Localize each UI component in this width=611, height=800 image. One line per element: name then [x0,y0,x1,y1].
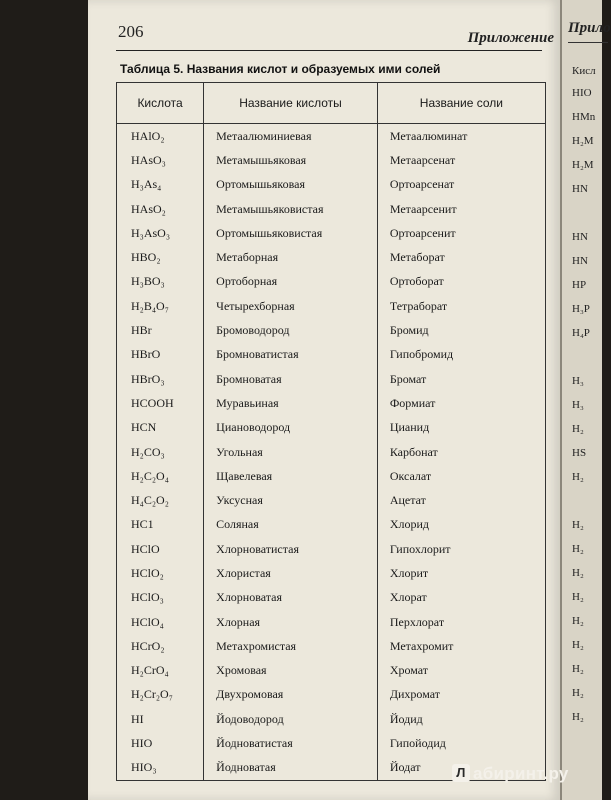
table-row [117,488,546,512]
table-body [117,124,546,781]
adjacent-formula-fragment: HN [572,231,588,243]
table-row [117,124,546,149]
acid-formula: HAsO₃ [117,148,204,172]
acid-formula: HBrO₃ [117,367,204,391]
acid-name: Ортоборная [204,270,378,294]
table-title: Таблица 5. Названия кислот и образуемых ими солей [120,62,441,76]
header-acid: Кислота [117,83,204,124]
adjacent-formula-fragment: H₂ [572,711,584,723]
acid-formula: HClO₃ [117,586,204,610]
table-row [117,464,546,488]
watermark-text: абиринт.ру [473,764,569,783]
adjacent-formula-list [572,82,596,730]
salt-name: Ортоборат [377,270,545,294]
table-row [117,731,546,755]
table-row [117,343,546,367]
salt-name: Ацетат [377,488,545,512]
adjacent-formula-fragment: H₃P [572,303,590,315]
acid-name: Метаборная [204,245,378,269]
acid-name: Метаалюминиевая [204,124,378,149]
adjacent-column-fragment [572,60,596,730]
adjacent-formula-fragment: H₄P [572,327,590,339]
salt-name: Хромат [377,659,545,683]
adjacent-formula-fragment: H₂ [572,471,584,483]
adjacent-header-fragment: Кисл [572,65,596,77]
salt-name: Бромат [377,367,545,391]
table-row [117,270,546,294]
header-salt-name: Название соли [377,83,545,124]
salt-name: Карбонат [377,440,545,464]
acid-name: Метамышьяковистая [204,197,378,221]
adjacent-formula-fragment: H₂ [572,591,584,603]
acid-formula: H₃BO₃ [117,270,204,294]
salt-name: Перхлорат [377,610,545,634]
header-rule [116,50,542,51]
adjacent-formula-fragment [572,346,596,370]
acid-formula: HC1 [117,513,204,537]
salt-name: Гипойодид [377,731,545,755]
salt-name: Йодид [377,707,545,731]
table-row [117,221,546,245]
running-head: Приложение [467,30,554,46]
table-row [117,318,546,342]
table-row [117,659,546,683]
salt-name: Тетраборат [377,294,545,318]
acid-formula: H₂C₂O₄ [117,464,204,488]
acid-name: Щавелевая [204,464,378,488]
table-row [117,148,546,172]
acid-formula: HClO₂ [117,561,204,585]
acid-name: Ортомышьяковистая [204,221,378,245]
adjacent-formula-fragment: H₂ [572,423,584,435]
page-number: 206 [118,22,144,41]
acid-formula: HAsO₂ [117,197,204,221]
salt-name: Ортоарсенит [377,221,545,245]
acids-salts-table [116,82,546,781]
adjacent-formula-fragment: HS [572,447,587,459]
acid-formula: H₃AsO₃ [117,221,204,245]
adjacent-formula-fragment [572,202,596,226]
table-row [117,683,546,707]
salt-name: Гипохлорит [377,537,545,561]
adjacent-formula-fragment: H₂ [572,543,584,555]
table-row [117,173,546,197]
adjacent-formula-fragment: H₂ [572,687,584,699]
acid-name: Угольная [204,440,378,464]
salt-name: Бромид [377,318,545,342]
salt-name: Метаарсенит [377,197,545,221]
table-row [117,586,546,610]
table-row [117,416,546,440]
salt-name: Хлорат [377,586,545,610]
table-row [117,513,546,537]
salt-name: Хлорид [377,513,545,537]
acid-formula: H₂CO₃ [117,440,204,464]
table-row [117,294,546,318]
adjacent-formula-fragment: HIO [572,87,592,99]
table-row [117,197,546,221]
salt-name: Метахромит [377,634,545,658]
table-row [117,245,546,269]
table-header-row [117,83,546,124]
acid-formula: HIO [117,731,204,755]
acid-formula: HCOOH [117,391,204,415]
table-row [117,537,546,561]
table-row [117,440,546,464]
acid-formula: H₄C₂O₂ [117,488,204,512]
acid-name: Бромноватистая [204,343,378,367]
adjacent-formula-fragment: HN [572,255,588,267]
salt-name: Хлорит [377,561,545,585]
acid-name: Йодноватая [204,756,378,781]
salt-name: Оксалат [377,464,545,488]
table-row [117,610,546,634]
table-row [117,634,546,658]
salt-name: Метаарсенат [377,148,545,172]
acid-name: Хлористая [204,561,378,585]
adjacent-formula-fragment: HN [572,183,588,195]
acid-formula: H₂B₄O₇ [117,294,204,318]
table-row [117,391,546,415]
acid-formula: HClO₄ [117,610,204,634]
acid-name: Метахромистая [204,634,378,658]
acid-formula: HBO₂ [117,245,204,269]
adjacent-head-rule [568,42,608,43]
table-row [117,561,546,585]
acid-formula: HIO₃ [117,756,204,781]
acid-name: Хлорноватистая [204,537,378,561]
adjacent-formula-fragment: H₂M [572,135,594,147]
acid-name: Четырехборная [204,294,378,318]
salt-name: Гипобромид [377,343,545,367]
acid-formula: HClO [117,537,204,561]
adjacent-formula-fragment: H₂ [572,519,584,531]
header-acid-name: Название кислоты [204,83,378,124]
table-row [117,707,546,731]
acid-formula: HCN [117,416,204,440]
acid-name: Муравьиная [204,391,378,415]
acid-name: Уксусная [204,488,378,512]
acid-name: Циановодород [204,416,378,440]
salt-name: Ортоарсенат [377,173,545,197]
acid-formula: H₂Cr₂O₇ [117,683,204,707]
acid-formula: HI [117,707,204,731]
adjacent-formula-fragment: H₂ [572,615,584,627]
adjacent-formula-fragment: HP [572,279,587,291]
acid-name: Йодоводород [204,707,378,731]
acid-name: Соляная [204,513,378,537]
labirint-logo-icon: Л [452,764,470,782]
acid-name: Ортомышьяковая [204,173,378,197]
salt-name: Дихромат [377,683,545,707]
salt-name: Метаборат [377,245,545,269]
acid-name: Метамышьяковая [204,148,378,172]
salt-name: Метаалюминат [377,124,545,149]
acid-formula: H₂CrO₄ [117,659,204,683]
acid-name: Двухромовая [204,683,378,707]
acid-name: Бромноватая [204,367,378,391]
adjacent-formula-fragment: H₃ [572,399,584,411]
adjacent-formula-fragment: H₃ [572,375,584,387]
labirint-watermark [452,764,569,784]
adjacent-formula-fragment: HMn [572,111,596,123]
acid-name: Хлорная [204,610,378,634]
salt-name: Цианид [377,416,545,440]
acid-name: Хлорноватая [204,586,378,610]
salt-name: Формиат [377,391,545,415]
acid-name: Бромоводород [204,318,378,342]
acid-formula: HBr [117,318,204,342]
acid-formula: H₃As₄ [117,173,204,197]
acid-formula: HBrO [117,343,204,367]
adjacent-formula-fragment: H₂M [572,159,594,171]
adjacent-formula-fragment: H₂ [572,639,584,651]
table-row [117,367,546,391]
acid-name: Хромовая [204,659,378,683]
adjacent-formula-fragment: H₂ [572,663,584,675]
adjacent-page [560,0,611,800]
salt-name: Йодат [377,756,545,781]
acid-formula: HAlO₂ [117,124,204,149]
adjacent-formula-fragment [572,490,596,514]
acid-formula: HCrO₂ [117,634,204,658]
adjacent-formula-fragment: H₂ [572,567,584,579]
acid-name: Йодноватистая [204,731,378,755]
adjacent-running-head: Прило [568,20,611,36]
